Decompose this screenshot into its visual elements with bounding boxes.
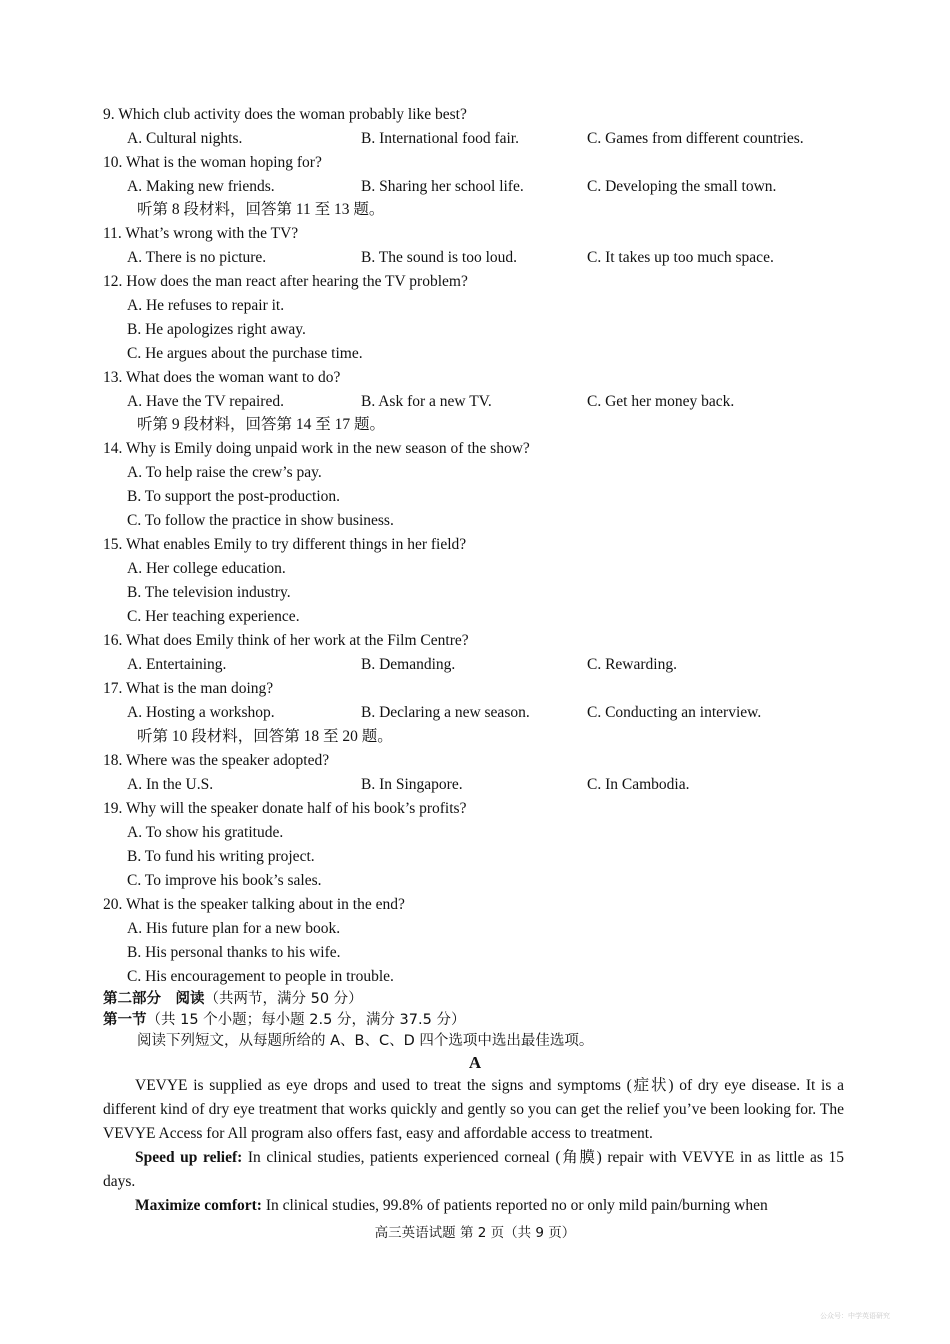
passage-paragraph-1-text: VEVYE is supplied as eye drops and used to treat the signs and symptoms (症状) of dry eye disease. It is a different kind of dry eye treatment that works quickly and gently so you can get the relief you’ve been looking for. The VEVYE Access for All program also offers fast, easy and affordable access to treatment.	[103, 1077, 844, 1142]
speed-up-relief-heading: Speed up relief:	[135, 1149, 243, 1166]
question-20-option-b: B. His personal thanks to his wife.	[127, 944, 341, 961]
question-11-option-a: A. There is no picture.	[127, 249, 267, 266]
question-9-option-a: A. Cultural nights.	[127, 130, 243, 147]
question-20-option-c: C. His encouragement to people in trouble.	[127, 968, 394, 985]
question-16-stem: 16. What does Emily think of her work at the Film Centre?	[103, 632, 469, 649]
question-12-stem: 12. How does the man react after hearing the TV problem?	[103, 273, 468, 290]
part-heading	[103, 989, 363, 1009]
passage-paragraph-3	[103, 1194, 844, 1218]
question-18-stem: 18. Where was the speaker adopted?	[103, 752, 330, 769]
section-title: 第一节	[103, 1012, 147, 1028]
question-9-stem: 9. Which club activity does the woman probably like best?	[103, 106, 467, 123]
question-12-option-c: C. He argues about the purchase time.	[127, 345, 363, 362]
question-15-option-b: B. The television industry.	[127, 584, 291, 601]
question-10-option-b: B. Sharing her school life.	[361, 178, 524, 195]
listening-note-10: 听第 10 段材料，回答第 18 至 20 题。	[137, 728, 393, 745]
question-19-option-c: C. To improve his book’s sales.	[127, 872, 322, 889]
maximize-comfort-heading: Maximize comfort:	[135, 1197, 262, 1214]
question-9-option-c: C. Games from different countries.	[587, 130, 804, 147]
question-16-option-c: C. Rewarding.	[587, 656, 677, 673]
listening-note-8: 听第 8 段材料，回答第 11 至 13 题。	[137, 201, 385, 218]
section-heading	[103, 1010, 465, 1030]
maximize-comfort-text: In clinical studies, 99.8% of patients reported no or only mild pain/burning when	[261, 1197, 768, 1214]
question-19-option-b: B. To fund his writing project.	[127, 848, 315, 865]
question-17-option-a: A. Hosting a workshop.	[127, 704, 275, 721]
question-20-stem: 20. What is the speaker talking about in the end?	[103, 896, 405, 913]
passage-label: A	[468, 1053, 482, 1072]
section-info: （共 15 个小题；每小题 2.5 分，满分 37.5 分）	[146, 1012, 466, 1028]
question-18-option-a: A. In the U.S.	[127, 776, 214, 793]
part-title: 第二部分 阅读	[103, 991, 205, 1007]
listening-note-9: 听第 9 段材料，回答第 14 至 17 题。	[137, 416, 386, 433]
question-9-option-b: B. International food fair.	[361, 130, 519, 147]
question-12-option-b: B. He apologizes right away.	[127, 321, 306, 338]
question-14-stem: 14. Why is Emily doing unpaid work in the new season of the show?	[103, 440, 530, 457]
passage-paragraph-1	[103, 1074, 844, 1146]
question-15-option-a: A. Her college education.	[127, 560, 286, 577]
question-17-option-b: B. Declaring a new season.	[361, 704, 530, 721]
question-14-option-c: C. To follow the practice in show business.	[127, 512, 394, 529]
question-19-stem: 19. Why will the speaker donate half of his book’s profits?	[103, 800, 467, 817]
page-footer: 高三英语试题 第 2 页（共 9 页）	[374, 1225, 576, 1241]
question-14-option-b: B. To support the post-production.	[127, 488, 341, 505]
part-info: （共两节，满分 50 分）	[204, 991, 363, 1007]
speed-up-relief-text: In clinical studies, patients experienced corneal (角膜) repair with VEVYE in as little as 15 days.	[103, 1149, 844, 1190]
question-11-stem: 11. What’s wrong with the TV?	[103, 225, 299, 242]
question-10-stem: 10. What is the woman hoping for?	[103, 154, 322, 171]
question-16-option-b: B. Demanding.	[361, 656, 456, 673]
question-10-option-c: C. Developing the small town.	[587, 178, 777, 195]
question-17-stem: 17. What is the man doing?	[103, 680, 274, 697]
question-13-option-b: B. Ask for a new TV.	[361, 393, 492, 410]
question-20-option-a: A. His future plan for a new book.	[127, 920, 341, 937]
question-11-option-c: C. It takes up too much space.	[587, 249, 774, 266]
question-13-stem: 13. What does the woman want to do?	[103, 369, 341, 386]
question-13-option-c: C. Get her money back.	[587, 393, 735, 410]
question-18-option-b: B. In Singapore.	[361, 776, 463, 793]
question-16-option-a: A. Entertaining.	[127, 656, 227, 673]
question-13-option-a: A. Have the TV repaired.	[127, 393, 284, 410]
question-11-option-b: B. The sound is too loud.	[361, 249, 518, 266]
watermark: 公众号：中学英语研究	[820, 1312, 890, 1320]
question-15-option-c: C. Her teaching experience.	[127, 608, 300, 625]
question-17-option-c: C. Conducting an interview.	[587, 704, 762, 721]
question-10-option-a: A. Making new friends.	[127, 178, 275, 195]
question-12-option-a: A. He refuses to repair it.	[127, 297, 285, 314]
question-19-option-a: A. To show his gratitude.	[127, 824, 284, 841]
question-14-option-a: A. To help raise the crew’s pay.	[127, 464, 322, 481]
question-15-stem: 15. What enables Emily to try different things in her field?	[103, 536, 467, 553]
passage-paragraph-2	[103, 1146, 844, 1194]
question-18-option-c: C. In Cambodia.	[587, 776, 690, 793]
reading-instruction: 阅读下列短文，从每题所给的 A、B、C、D 四个选项中选出最佳选项。	[137, 1033, 594, 1049]
